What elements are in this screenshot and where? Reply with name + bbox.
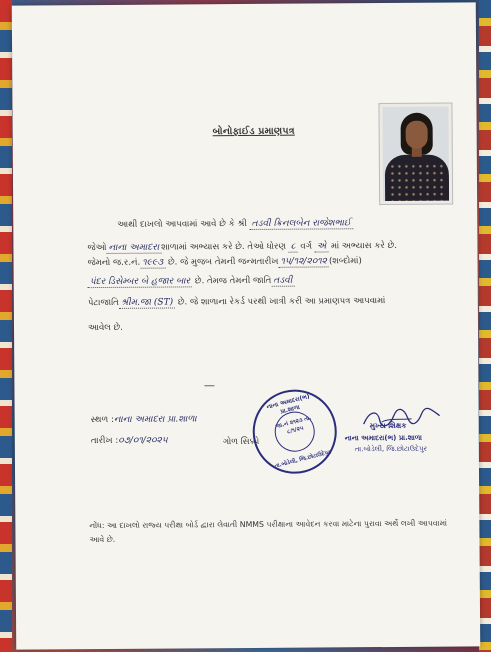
line5-suffix: છે. જે શાળાના રેકર્ડ પરથી ખાત્રી કરી આ પ્રમાણપત્ર આપવામાં [177, 296, 386, 308]
standard: ૮ [289, 242, 298, 253]
date-row [91, 436, 168, 447]
line-6: આવેલ છે. [87, 322, 123, 334]
line1-prefix: આથી દાખલો આપવામાં આવે છે કે શ્રી [117, 218, 247, 230]
line4-mid: છે. તેમજ તેમની જાતિ [194, 275, 272, 287]
place-value: નાના અમાદરા પ્રા.શાળા [113, 414, 197, 425]
stamp-top-text: નાના અમાદરા(ભ) પ્રા.શાળા [265, 392, 311, 416]
fabric-left-stripe [0, 0, 12, 652]
stamp-number: જા.નં ૨૧૨૩ તા. ૮/૧/૨૫ [274, 415, 312, 436]
line-3 [88, 256, 362, 268]
school-name: નાના અમાદરા [106, 243, 161, 254]
divider-mark [204, 385, 214, 386]
line2-prefix: જેઓ [87, 242, 107, 254]
line3-mid: છે. જે મુજબ તેમની જન્મતારીખ [167, 256, 279, 268]
student-photo [378, 103, 453, 206]
footer-note: નોંધ: આ દાખલો રાજ્ય પરીક્ષા બોર્ડ દ્વારા લેવાતી NMMS પરીક્ષાના આવેદન કરવા માટેના પુરાવા અર્થે લખી આપવામાં આવે છે. [89, 518, 448, 545]
stamp-bottom-text: તા.બોડેલી, જિ.છોટાઉદેપુર [274, 449, 332, 470]
line-1 [117, 218, 353, 230]
school-stamp [244, 381, 346, 483]
date-value: ૦૭/૦૧/૨૦૨૫ [118, 435, 168, 446]
place-label: સ્થળ : [90, 414, 114, 426]
line-5 [88, 296, 386, 308]
sub-caste: શ્રીમ.જા (ST) [119, 297, 175, 308]
student-name: તડવી ક્રિનલબેન રાજેશભાઈ [250, 218, 353, 230]
gr-number: ૧૯૯૩ [140, 258, 165, 269]
birth-date: ૧૫/૧૨/૨૦૧૨ [278, 256, 329, 267]
stamp-label: ગોળ સિક્કો [222, 436, 260, 448]
place-row [91, 414, 197, 425]
division: એ [315, 241, 329, 252]
line2-suffix: માં અભ્યાસ કરે છે. [330, 240, 398, 252]
line3-prefix: જેમનો જ.ર.નં. [87, 257, 141, 269]
line3-suffix: (શબ્દોમાં) [328, 256, 362, 267]
signatory-title: મુખ્ય શિક્ષક [369, 420, 407, 431]
line2-mid: શાળામાં અભ્યાસ કરે છે. તેઓ ધોરણ [161, 241, 287, 253]
date-label: તારીખ : [90, 435, 119, 447]
grade-label: વર્ગ [300, 241, 313, 252]
fabric-right-stripe [479, 0, 491, 652]
line-4 [88, 276, 295, 287]
signatory-address: તા.બોડેલી, જિ.છોટાઉદેપુર [354, 444, 428, 454]
certificate-paper [12, 2, 480, 649]
line-2 [87, 241, 397, 253]
certificate-title: બોનોફાઈડ પ્રમાણપત્ર [212, 125, 295, 138]
line5-prefix: પેટાજાતિ [87, 297, 119, 309]
caste: તડવી [271, 276, 294, 287]
birth-date-words: પંદર ડિસેમ્બર બે હજાર બાર [88, 276, 193, 288]
signatory-school: નાના અમાદરા(ભ) પ્રા.શાળા [344, 433, 423, 443]
